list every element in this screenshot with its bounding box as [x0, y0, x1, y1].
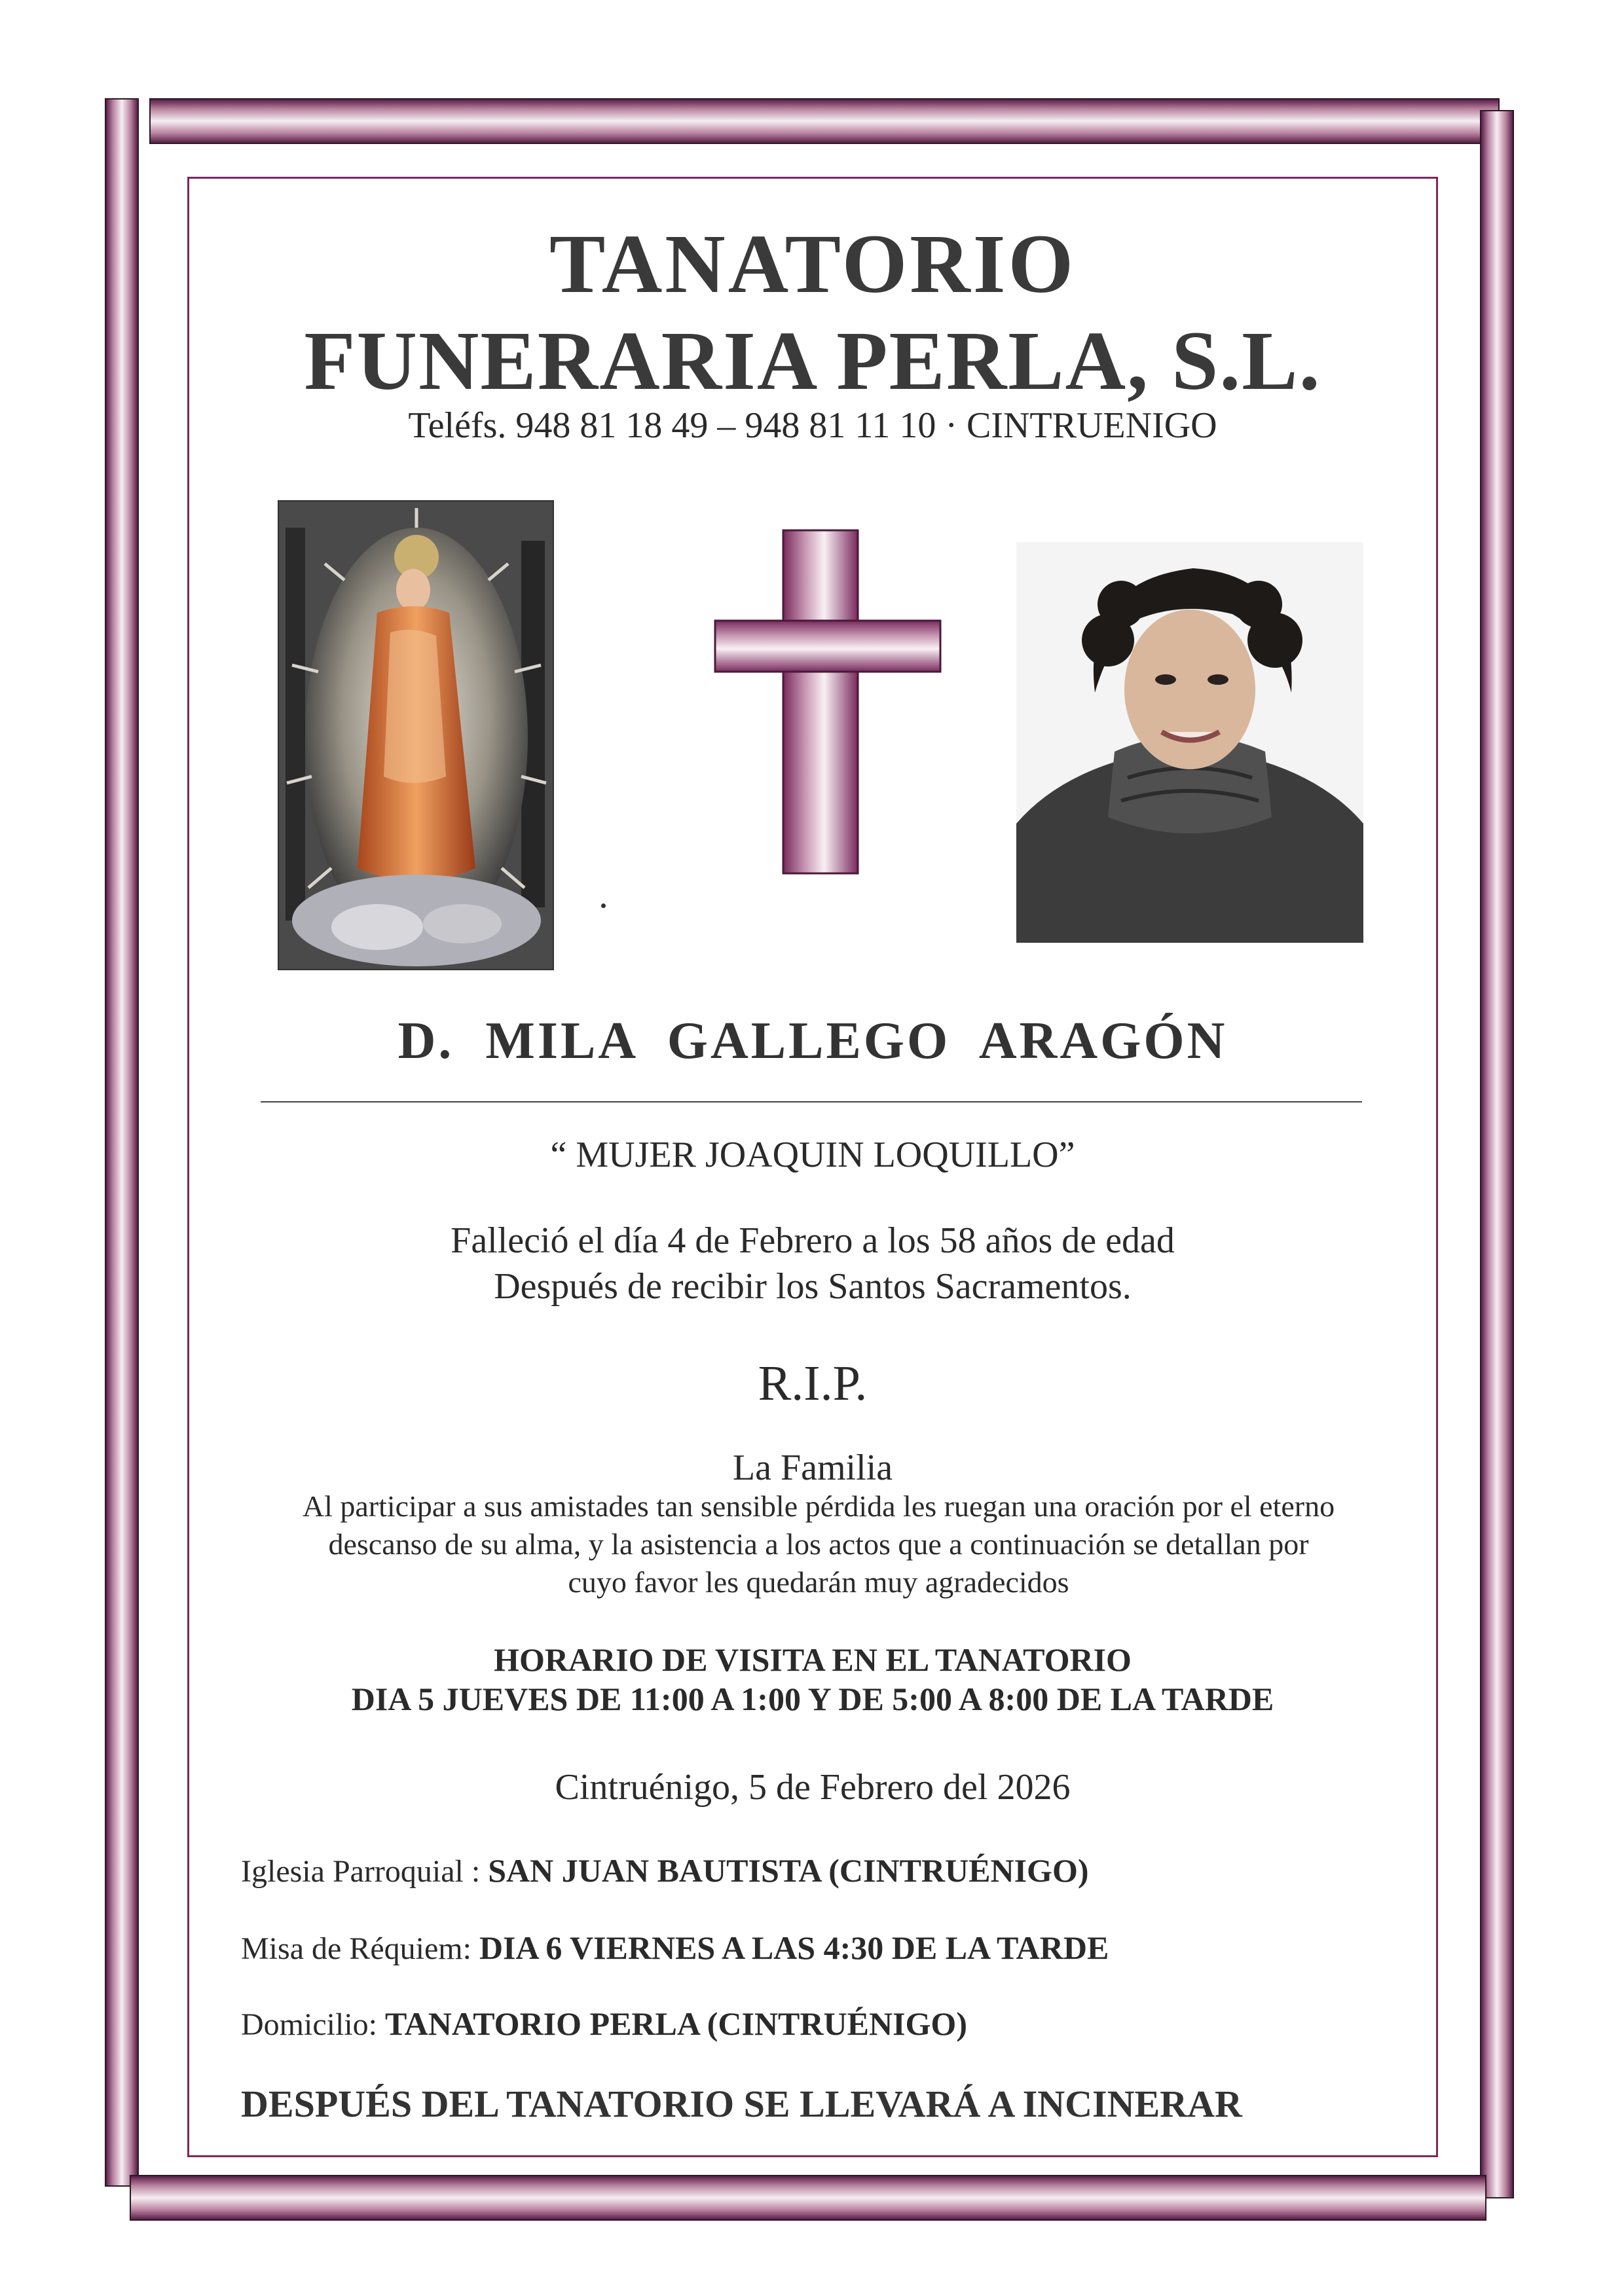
frame-right-bar: [1480, 110, 1514, 2198]
deceased-name: D. MILA GALLEGO ARAGÓN: [397, 1012, 1228, 1070]
frame-top-bar: [149, 98, 1500, 144]
home-line: [241, 2005, 967, 2043]
visiting-title: HORARIO DE VISITA EN EL TANATORIO: [494, 1641, 1132, 1678]
mass-label: Misa de Réquiem:: [241, 1931, 471, 1966]
death-notice-line1: Falleció el día 4 de Febrero a los 58 años de edad: [451, 1220, 1175, 1261]
home-label: Domicilio:: [241, 2007, 377, 2042]
mass-value: DIA 6 VIERNES A LAS 4:30 DE LA TARDE: [479, 1929, 1109, 1966]
family-message-line: Al participar a sus amistades tan sensible pérdida les ruegan una oración por el eterno: [302, 1489, 1335, 1523]
deceased-nickname: “ MUJER JOAQUIN LOQUILLO”: [550, 1135, 1075, 1175]
rip-text: R.I.P.: [758, 1356, 868, 1411]
company-phones: Teléfs. 948 81 18 49 – 948 81 11 10 · CINTRUENIGO: [408, 405, 1217, 446]
deceased-portrait-photo: [1016, 542, 1363, 943]
final-note: DESPUÉS DEL TANATORIO SE LLEVARÁ A INCINERAR: [241, 2083, 1242, 2125]
family-message-line: cuyo favor les quedarán muy agradecidos: [568, 1565, 1069, 1599]
church-line: [241, 1851, 1089, 1889]
company-title-line1: TANATORIO: [549, 217, 1077, 310]
family-label: La Familia: [732, 1448, 893, 1488]
place-date: Cintruénigo, 5 de Febrero del 2026: [555, 1767, 1071, 1808]
cross-icon: [714, 529, 942, 875]
speck: [601, 903, 606, 908]
home-value: TANATORIO PERLA (CINTRUÉNIGO): [384, 2005, 967, 2042]
family-message-line: descanso de su alma, y la asistencia a los actos que a continuación se detallan por: [328, 1527, 1309, 1561]
virgin-statue-illustration: [279, 501, 553, 969]
divider-rule: [261, 1101, 1362, 1102]
visiting-schedule: DIA 5 JUEVES DE 11:00 A 1:00 Y DE 5:00 A 8:00 DE LA TARDE: [351, 1681, 1274, 1717]
frame-left-bar: [105, 98, 139, 2187]
virgin-statue-photo: [278, 500, 554, 970]
portrait-illustration: [1016, 542, 1363, 943]
church-label: Iglesia Parroquial :: [241, 1854, 481, 1889]
death-notice-line2: Después de recibir los Santos Sacramentos.: [494, 1266, 1132, 1307]
company-title-line2: FUNERARIA PERLA, S.L.: [304, 314, 1321, 407]
mass-line: [241, 1929, 1109, 1967]
family-message: [255, 1487, 1382, 1601]
frame-bottom-bar: [130, 2175, 1486, 2221]
church-value: SAN JUAN BAUTISTA (CINTRUÉNIGO): [488, 1852, 1089, 1889]
